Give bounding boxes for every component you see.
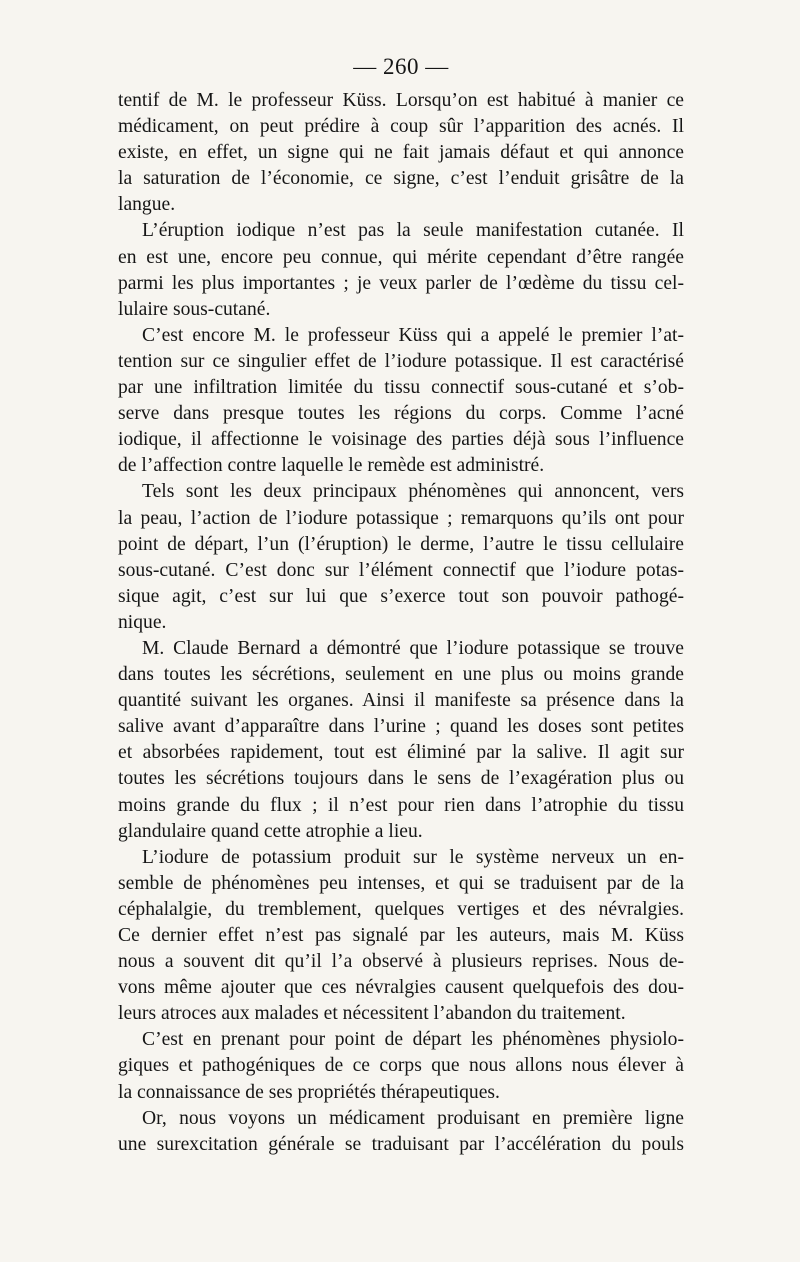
text-line: Or, nous voyons un médicament produisant en première ligne <box>142 1107 684 1129</box>
text-line: C’est en prenant pour point de départ les phénomènes physiolo- <box>142 1029 684 1051</box>
page-number: — 260 — <box>353 54 449 79</box>
text-line: en est une, encore peu connue, qui mérite cependant d’être rangée <box>118 246 684 268</box>
text-line: la peau, l’action de l’iodure potassique ; remarquons qu’ils ont pour <box>118 507 684 529</box>
text-line: leurs atroces aux malades et nécessitent l’abandon du traitement. <box>118 1003 626 1025</box>
text-line: iodique, il affectionne le voisinage des parties déjà sous l’influence <box>118 429 684 451</box>
text-line: de l’affection contre laquelle le remède est administré. <box>118 455 545 477</box>
text-line: langue. <box>118 194 176 216</box>
document-page <box>118 52 684 1158</box>
text-line: quantité suivant les organes. Ainsi il manifeste sa présence dans la <box>118 690 684 712</box>
paragraph-5 <box>118 636 684 845</box>
text-line: médicament, on peut prédire à coup sûr l’apparition des acnés. Il <box>118 116 684 138</box>
paragraph-7 <box>118 1027 684 1105</box>
text-line: serve dans presque toutes les régions du corps. Comme l’acné <box>118 403 684 425</box>
text-line: Ce dernier effet n’est pas signalé par les auteurs, mais M. Küss <box>118 925 684 946</box>
paragraph-6 <box>118 845 684 1028</box>
text-line: nous a souvent dit qu’il l’a observé à plusieurs reprises. Nous de- <box>118 951 684 973</box>
paragraph-3 <box>118 323 684 480</box>
text-line: et absorbées rapidement, tout est éliminé par la salive. Il agit sur <box>118 742 684 764</box>
text-line: une surexcitation générale se traduisant par l’accélération du pouls <box>118 1133 684 1155</box>
text-line: sous-cutané. C’est donc sur l’élément connectif que l’iodure potas- <box>118 559 684 581</box>
text-line: M. Claude Bernard a démontré que l’iodure potassique se trouve <box>142 637 684 659</box>
text-line: nique. <box>118 611 167 633</box>
text-line: salive avant d’apparaître dans l’urine ; quand les doses sont petites <box>118 716 684 738</box>
text-line: existe, en effet, un signe qui ne fait jamais défaut et qui annonce <box>118 142 684 164</box>
paragraph-4 <box>118 479 684 636</box>
text-line: lulaire sous-cutané. <box>118 298 271 320</box>
text-line: la connaissance de ses propriétés thérapeutiques. <box>118 1081 500 1103</box>
text-line: parmi les plus importantes ; je veux parler de l’œdème du tissu cel- <box>118 272 684 294</box>
text-line: C’est encore M. le professeur Küss qui a appelé le premier l’at- <box>142 324 684 346</box>
text-line: L’iodure de potassium produit sur le système nerveux un en- <box>142 846 684 868</box>
text-line: giques et pathogéniques de ce corps que nous allons nous élever à <box>118 1055 684 1077</box>
text-line: tentif de M. le professeur Küss. Lorsqu’on est habitué à manier ce <box>118 90 684 111</box>
text-line: toutes les sécrétions toujours dans le sens de l’exagération plus ou <box>118 768 684 790</box>
text-line: dans toutes les sécrétions, seulement en une plus ou moins grande <box>118 664 684 686</box>
text-line: sique agit, c’est sur lui que s’exerce tout son pouvoir pathogé- <box>118 585 684 607</box>
text-line: Tels sont les deux principaux phénomènes qui annoncent, vers <box>142 481 684 503</box>
text-line: L’éruption iodique n’est pas la seule manifestation cutanée. Il <box>142 220 684 242</box>
paragraph-8 <box>118 1106 684 1158</box>
paragraph-1 <box>118 88 684 218</box>
text-line: point de départ, l’un (l’éruption) le derme, l’autre le tissu cellulaire <box>118 533 684 555</box>
text-line: moins grande du flux ; il n’est pour rien dans l’atrophie du tissu <box>118 794 684 816</box>
text-line: tention sur ce singulier effet de l’iodure potassique. Il est caractérisé <box>118 350 684 372</box>
text-line: semble de phénomènes peu intenses, et qui se traduisent par de la <box>118 872 684 894</box>
paragraph-2 <box>118 218 684 322</box>
text-line: par une infiltration limitée du tissu connectif sous-cutané et s’ob- <box>118 377 684 399</box>
text-line: vons même ajouter que ces névralgies causent quelquefois des dou- <box>118 977 684 999</box>
text-line: glandulaire quand cette atrophie a lieu. <box>118 820 423 842</box>
text-line: céphalalgie, du tremblement, quelques vertiges et des névralgies. <box>118 898 684 920</box>
text-line: la saturation de l’économie, ce signe, c’est l’enduit grisâtre de la <box>118 168 684 190</box>
